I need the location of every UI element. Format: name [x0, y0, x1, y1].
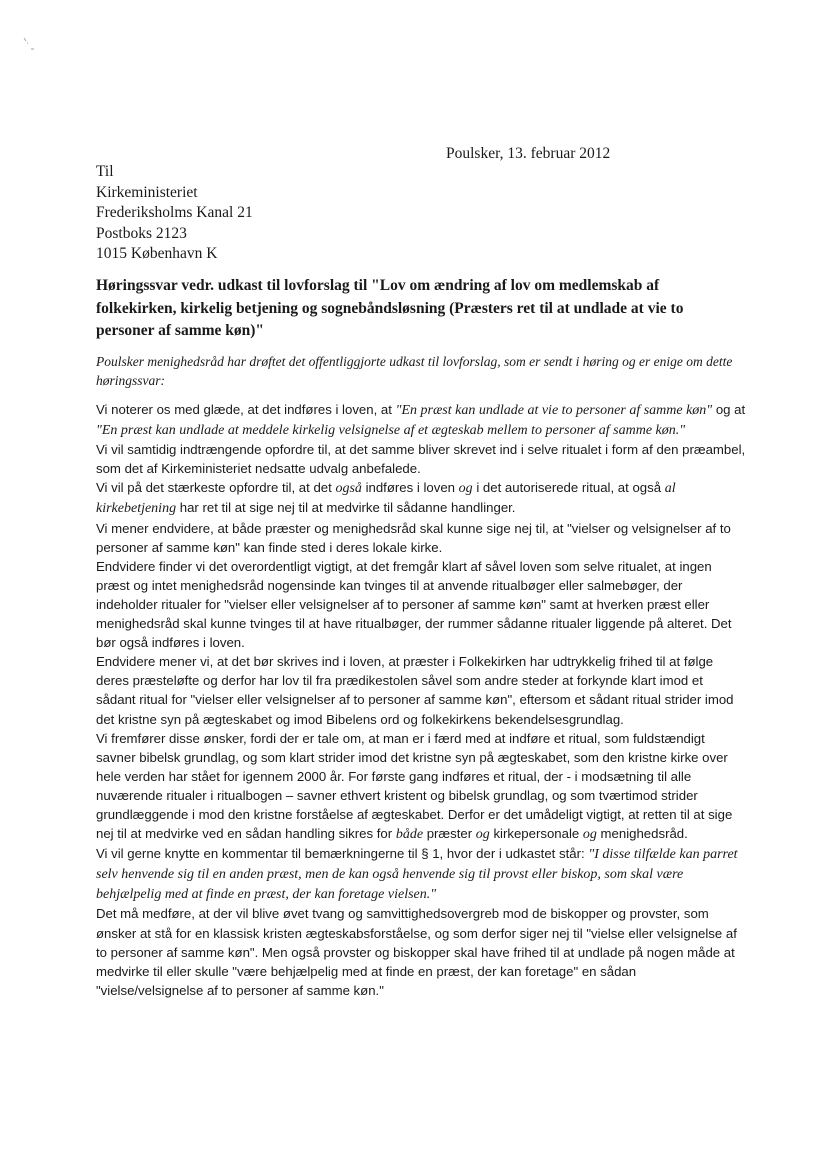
document-heading: Høringssvar vedr. udkast til lovforslag til "Lov om ændring af lov om medlemskab af folkekirken, kirkelig betjening og sognebåndsløsning (Præsters ret til at undlade at vie to personer af samme køn)" — [96, 277, 684, 339]
paragraph-6: Endvidere mener vi, at det bør skrives ind i loven, at præster i Folkekirken har udtrykkelig frihed til at følge deres præsteløfte og derfor har lov til fra prædikestolen såvel som andre steder at forkynde klart imod et sådant ritual for "vielser eller velsignelser af to personer af samme køn", eftersom et sådant ritual strider imod det kristne syn på ægteskabet og imod Bibelens ord og folkekirkens bekendelsesgrundlag. — [96, 654, 734, 727]
text-run: indføres i loven — [361, 480, 459, 496]
text-run: og at — [712, 402, 746, 417]
letter-body — [96, 400, 746, 1000]
emphasis-run: og — [475, 827, 490, 843]
intro-paragraph: Poulsker menighedsråd har drøftet det offentliggjorte udkast til lovforslag, som er sendt i høring og er enige om dette høringssvar: — [96, 354, 733, 388]
text-run: kirkepersonale — [489, 826, 583, 842]
recipient-line: 1015 København K — [96, 245, 218, 263]
recipient-address — [96, 162, 253, 265]
scan-speck-mark — [22, 36, 36, 52]
recipient-line: Frederiksholms Kanal 21 — [96, 204, 253, 222]
emphasis-run: og — [582, 827, 597, 843]
paragraph-7 — [96, 729, 746, 845]
text-run: præster — [423, 826, 476, 842]
paragraph-1 — [96, 400, 746, 440]
date-line: Poulsker, 13. februar 2012 — [446, 145, 611, 162]
recipient-line: Kirkeministeriet — [96, 183, 198, 201]
emphasis-run: og — [458, 481, 473, 497]
paragraph-9: Det må medføre, at der vil blive øvet tvang og samvittighedsovergreb mod de biskopper og provster, som ønsker at stå for en klassisk kristen ægteskabsforståelse, og som derfor siger nej til "vielse eller velsignelse af to personer af samme køn". Men også provster og biskopper skal have frihed til at undlade på nogen måde at medvirke til eller skulle "være behjælpelig med at finde en præst, der kan foretage" en sådan "vielse/velsignelse af to personer af samme køn." — [96, 906, 737, 998]
paragraph-2: Vi vil samtidig indtrængende opfordre til, at det samme bliver skrevet ind i selve ritualet i form af den præambel, som det af Kirkeministeriet nedsatte udvalg anbefalede. — [96, 442, 746, 477]
text-run: i det autoriserede ritual, at også — [472, 480, 665, 496]
quote-run: "En præst kan undlade at vie to personer af samme køn" — [395, 403, 713, 418]
emphasis-run: al kirkebetjening — [96, 481, 676, 517]
quote-run: "I disse tilfælde kan parret selv henvende sig til en anden præst, men de kan også henvende sig til provst eller biskop, som skal være behjælpelig med at finde en præst, der kan foretage vielsen." — [96, 847, 738, 903]
recipient-line: Til — [96, 163, 114, 180]
recipient-line: Postboks 2123 — [96, 224, 187, 242]
quote-run: "En præst kan undlade at meddele kirkelig velsignelse af et ægteskab mellem to personer af samme køn." — [96, 423, 686, 439]
paragraph-5: Endvidere finder vi det overordentligt vigtigt, at det fremgår klart af såvel loven som selve ritualet, at ingen præst og intet menighedsråd nogensinde kan tvinges til at anvende ritualbøger eller salmebøger, der indeholder ritualer for "vielser eller velsignelser af to personer af samme køn" samt at hverken præst eller menighedsråd skal kunne tvinges til at have ritualbøger, der rummer sådanne ritualer liggende på alteret. Det bør også indføres i loven. — [96, 558, 732, 651]
paragraph-4: Vi mener endvidere, at både præster og menighedsråd skal kunne sige nej til, at "vielser og velsignelser af to personer af samme køn" kan finde sted i deres lokale kirke. — [96, 520, 731, 555]
text-run: Vi vil gerne knytte en kommentar til bemærkningerne til § 1, hvor der i udkastet står: — [96, 846, 589, 862]
paragraph-3 — [96, 478, 746, 518]
emphasis-run: også — [335, 481, 362, 497]
text-run: har ret til at sige nej til at medvirke til sådanne handlinger. — [176, 500, 516, 516]
text-run: Vi noterer os med glæde, at det indføres i loven, at — [96, 402, 396, 417]
text-run: Vi fremfører disse ønsker, fordi der er tale om, at man er i færd med at indføre et ritual, som fuldstændigt savner bibelsk grundlag, og som klart strider imod det kristne syn på ægteskabet, som den kristne kirke over hele verden har stået for igennem 2000 år. For første gang indføres et ritual, der - i modsætning til alle nuværende ritualer i ritualbogen – savner ethvert kristent og bibelsk grundlag, og som tværtimod strider grundlæggende i mod den kristne forståelse af ægteskabet. Derfor er det umådeligt vigtigt, at retten til at sige nej til at medvirke ved en sådan handling sikres for — [96, 730, 733, 842]
text-run: Vi vil på det stærkeste opfordre til, at det — [96, 480, 336, 496]
paragraph-8 — [96, 844, 746, 904]
emphasis-run: både — [395, 827, 424, 843]
text-run: menighedsråd. — [596, 826, 688, 842]
